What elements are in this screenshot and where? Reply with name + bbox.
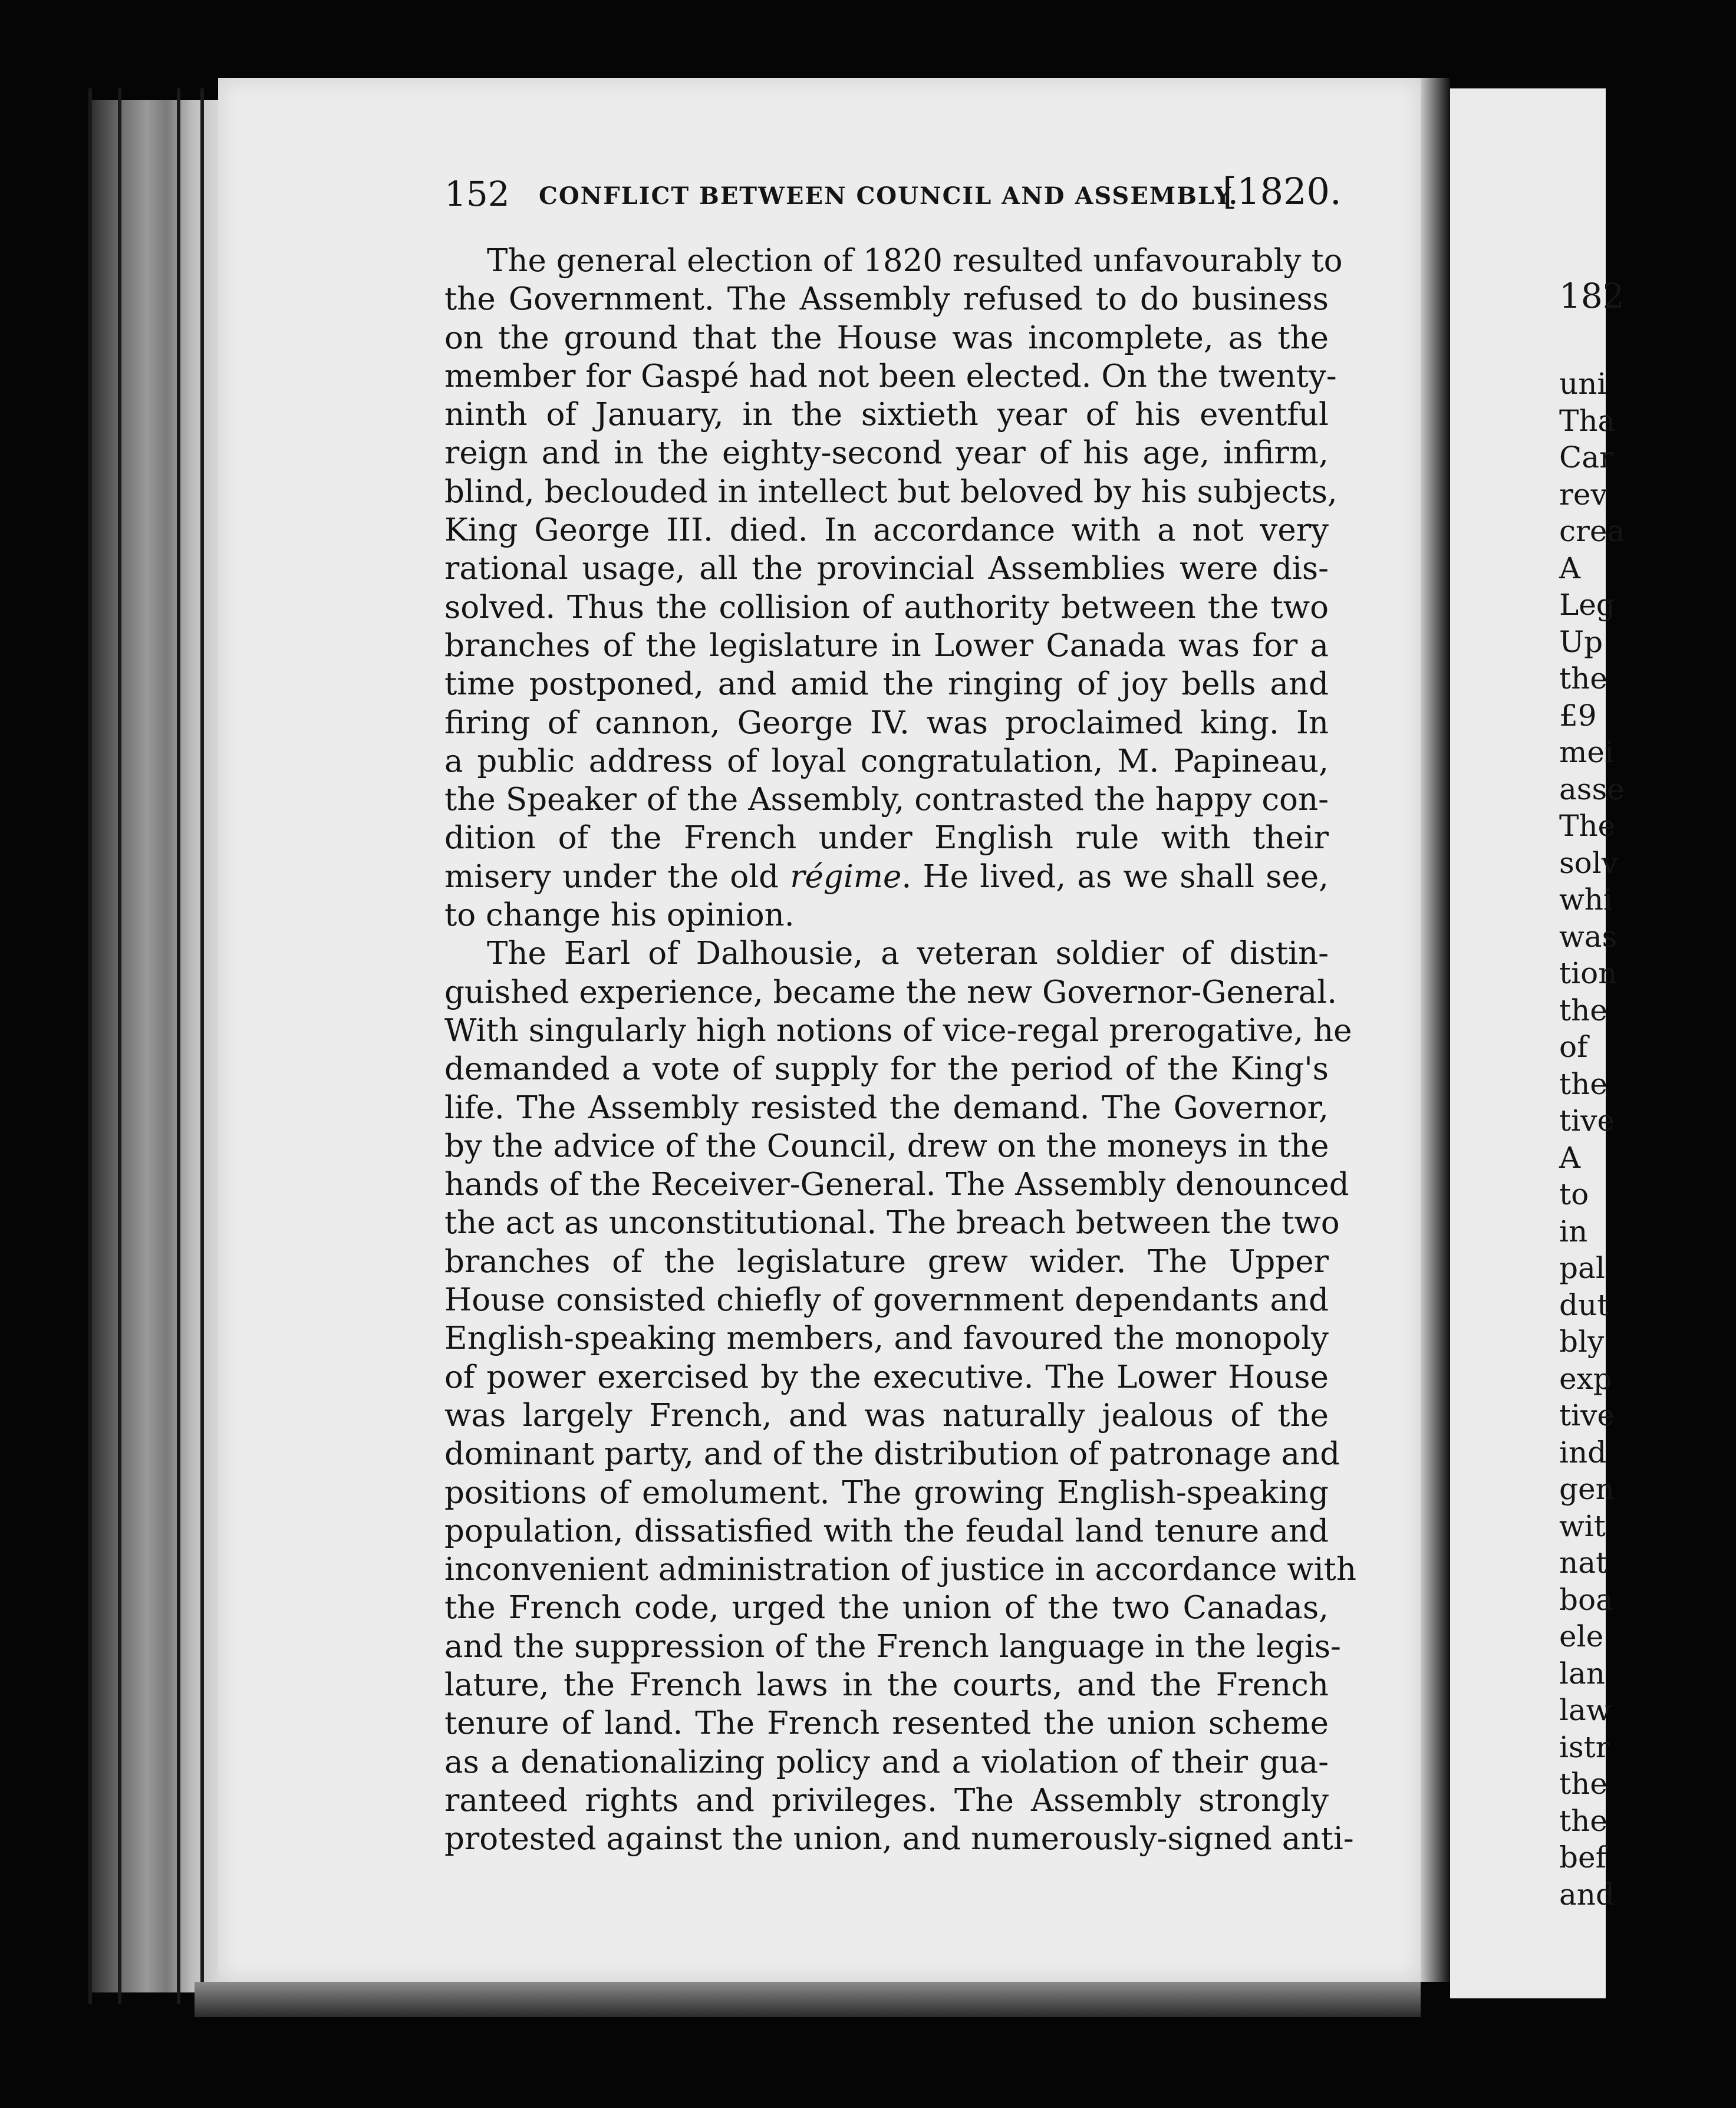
facing-page-line: boa bbox=[1559, 1582, 1613, 1617]
text-line: The general election of 1820 resulted unfavourably to bbox=[487, 243, 1343, 279]
text-line: ninth of January, in the sixtieth year of his eventful bbox=[444, 397, 1329, 433]
text-line: to change his opinion. bbox=[444, 897, 795, 934]
facing-page-line: Up bbox=[1559, 624, 1603, 659]
facing-page-line: istr bbox=[1559, 1730, 1610, 1764]
facing-page-line: the bbox=[1559, 1066, 1607, 1101]
text-line: member for Gaspé had not been elected. On the twenty- bbox=[444, 358, 1337, 394]
facing-page-line: asse bbox=[1559, 772, 1625, 806]
book-edge-line bbox=[118, 88, 121, 2004]
text-line: dominant party, and of the distribution of patronage and bbox=[444, 1436, 1340, 1473]
text-line: the act as unconstitutional. The breach between the two bbox=[444, 1205, 1340, 1241]
facing-page-line: the bbox=[1559, 1767, 1607, 1801]
text-line: and the suppression of the French language in the legis- bbox=[444, 1628, 1341, 1665]
facing-page-line: law bbox=[1559, 1693, 1612, 1727]
facing-page-line: gen bbox=[1559, 1472, 1615, 1506]
facing-page-line: £9 bbox=[1559, 698, 1597, 733]
text-line: rational usage, all the provincial Assemblies were dis- bbox=[444, 551, 1329, 587]
text-line: hands of the Receiver-General. The Assembly denounced bbox=[444, 1167, 1349, 1203]
facing-page-line: ele bbox=[1559, 1619, 1604, 1654]
book-edge-line bbox=[177, 88, 180, 2004]
text-line: on the ground that the House was incomplete, as the bbox=[444, 320, 1329, 356]
text-line: inconvenient administration of justice in accordance with bbox=[444, 1552, 1356, 1588]
facing-page-line: tive bbox=[1559, 1398, 1615, 1432]
text-line: time postponed, and amid the ringing of joy bells and bbox=[444, 666, 1329, 703]
facing-page-line: and bbox=[1559, 1877, 1615, 1912]
facing-page-line: the bbox=[1559, 1803, 1607, 1838]
facing-page-line: the bbox=[1559, 661, 1607, 696]
text-line: King George III. died. In accordance with a not very bbox=[444, 512, 1329, 549]
facing-page-line: tive bbox=[1559, 1104, 1615, 1138]
chapter-title: CONFLICT BETWEEN COUNCIL AND ASSEMBLY. bbox=[539, 182, 1238, 210]
facing-page-line: Leg bbox=[1559, 588, 1615, 622]
text-line: life. The Assembly resisted the demand. The Governor, bbox=[444, 1089, 1329, 1126]
facing-page-line: ind bbox=[1559, 1435, 1607, 1470]
facing-page-line: bly bbox=[1559, 1325, 1605, 1359]
facing-page-line: nat bbox=[1559, 1546, 1608, 1580]
text-line: misery under the old régime. He lived, as we shall see, bbox=[444, 858, 1329, 895]
facing-page-line: was bbox=[1559, 919, 1618, 954]
text-line: branches of the legislature in Lower Canada was for a bbox=[444, 627, 1329, 664]
facing-page-line: uni bbox=[1559, 367, 1607, 401]
book-page-edges bbox=[88, 100, 218, 1992]
text-line: by the advice of the Council, drew on the moneys in the bbox=[444, 1128, 1329, 1164]
text-line: protested against the union, and numerously-signed anti- bbox=[444, 1821, 1354, 1857]
facing-page-number: 182 bbox=[1559, 276, 1625, 316]
running-head bbox=[444, 167, 1342, 220]
page-year: [1820. bbox=[1223, 170, 1342, 213]
text-line: the Speaker of the Assembly, contrasted the happy con- bbox=[444, 782, 1329, 818]
facing-page-line: solv bbox=[1559, 845, 1618, 880]
facing-page bbox=[1450, 88, 1625, 1998]
text-line: firing of cannon, George IV. was proclaimed king. In bbox=[444, 704, 1329, 741]
facing-page-line: rev bbox=[1559, 477, 1607, 512]
facing-page-line: The bbox=[1559, 809, 1616, 843]
text-line: of power exercised by the executive. The Lower House bbox=[444, 1359, 1329, 1395]
facing-page-line: Tha bbox=[1559, 403, 1616, 438]
body-text bbox=[444, 242, 1356, 1858]
facing-page-line: A bbox=[1559, 1140, 1581, 1175]
facing-page-line: the bbox=[1559, 993, 1607, 1027]
facing-page-line: whi bbox=[1559, 882, 1613, 917]
facing-page-line: wit bbox=[1559, 1508, 1606, 1543]
book-bottom-edge bbox=[195, 1982, 1421, 2017]
facing-page-line: tion bbox=[1559, 956, 1618, 990]
facing-page-text bbox=[1559, 365, 1736, 1913]
text-line: demanded a vote of supply for the period of the King's bbox=[444, 1051, 1329, 1088]
italic-word: régime bbox=[790, 858, 902, 895]
facing-page-line: mei bbox=[1559, 735, 1614, 769]
facing-page-line: of bbox=[1559, 1030, 1588, 1064]
facing-page-line: lan bbox=[1559, 1656, 1606, 1691]
facing-page-line: crea bbox=[1559, 514, 1625, 548]
facing-page-line: Car bbox=[1559, 440, 1613, 475]
text-line: as a denationalizing policy and a violation of their gua- bbox=[444, 1744, 1329, 1780]
book-gutter bbox=[1421, 78, 1450, 1982]
text-line: House consisted chiefly of government dependants and bbox=[444, 1282, 1329, 1319]
text-line: With singularly high notions of vice-regal prerogative, he bbox=[444, 1012, 1352, 1049]
facing-page-line: A bbox=[1559, 551, 1581, 585]
text-line: The Earl of Dalhousie, a veteran soldier of distin- bbox=[487, 936, 1329, 972]
facing-page-line: to bbox=[1559, 1177, 1589, 1211]
facing-page-line: dut bbox=[1559, 1287, 1609, 1322]
text-line: lature, the French laws in the courts, and the French bbox=[444, 1666, 1329, 1703]
text-line: was largely French, and was naturally jealous of the bbox=[444, 1397, 1329, 1434]
text-line: branches of the legislature grew wider. The Upper bbox=[444, 1243, 1329, 1280]
text-line: dition of the French under English rule with their bbox=[444, 820, 1329, 857]
text-line: positions of emolument. The growing English-speaking bbox=[444, 1474, 1329, 1511]
facing-page-line: bef bbox=[1559, 1840, 1607, 1875]
text-line: a public address of loyal congratulation, M. Papineau, bbox=[444, 743, 1329, 779]
book-edge-line bbox=[200, 88, 204, 2004]
page-number: 152 bbox=[444, 174, 510, 214]
text-line: blind, beclouded in intellect but beloved by his subjects, bbox=[444, 473, 1338, 510]
facing-page-line: pal bbox=[1559, 1251, 1605, 1285]
text-line: ranteed rights and privileges. The Assembly strongly bbox=[444, 1782, 1329, 1819]
text-line: tenure of land. The French resented the union scheme bbox=[444, 1705, 1329, 1742]
text-line: English-speaking members, and favoured the monopoly bbox=[444, 1320, 1329, 1357]
book-edge-line bbox=[88, 88, 92, 2004]
text-line: reign and in the eighty-second year of his age, infirm, bbox=[444, 435, 1329, 472]
text-line: solved. Thus the collision of authority between the two bbox=[444, 589, 1329, 625]
text-line: the French code, urged the union of the two Canadas, bbox=[444, 1590, 1329, 1626]
text-line: population, dissatisfied with the feudal land tenure and bbox=[444, 1513, 1329, 1549]
text-line: guished experience, became the new Governor-General. bbox=[444, 974, 1338, 1010]
facing-page-line: exp bbox=[1559, 1361, 1612, 1396]
facing-page-line: in bbox=[1559, 1214, 1588, 1249]
text-line: the Government. The Assembly refused to do business bbox=[444, 281, 1329, 318]
